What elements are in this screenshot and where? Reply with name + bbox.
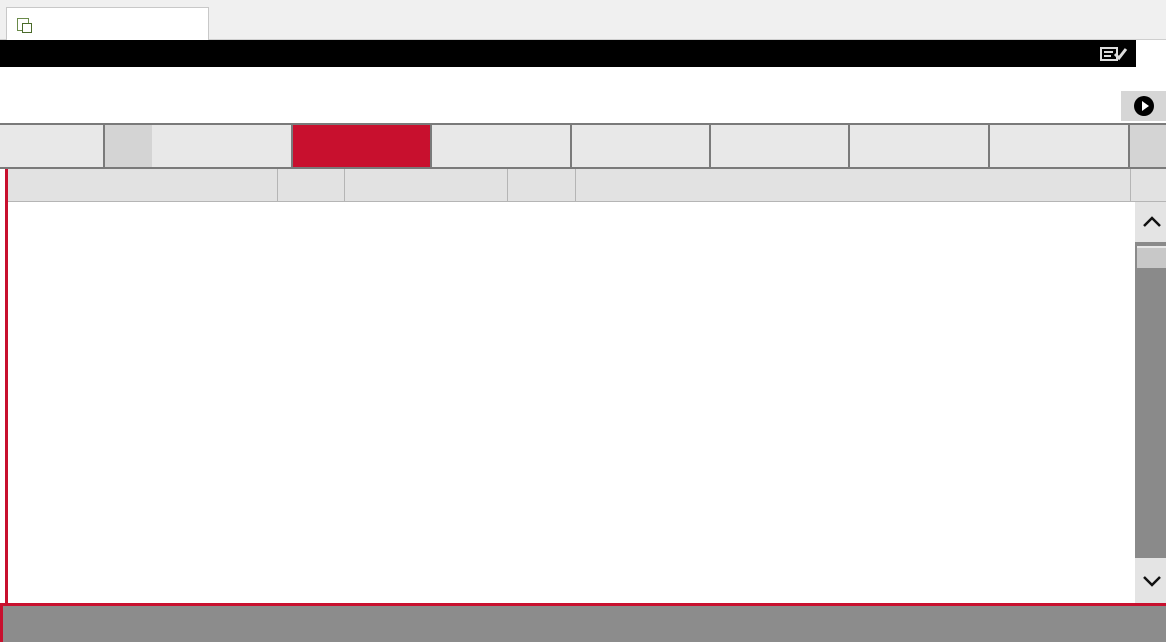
tab-log-services[interactable] — [990, 125, 1130, 167]
col-header-fault-code[interactable] — [345, 169, 508, 202]
nav-next-arrow[interactable] — [1130, 125, 1166, 167]
tab-overview[interactable] — [0, 125, 105, 167]
tab-drive-links[interactable] — [572, 125, 711, 167]
tab-actual-values[interactable] — [432, 125, 572, 167]
tab-extended-identifications[interactable] — [152, 125, 293, 167]
tab-coding[interactable] — [850, 125, 990, 167]
browser-tab-strip — [0, 0, 1166, 40]
close-app-button[interactable] — [1136, 40, 1166, 67]
chevron-up-icon — [1142, 216, 1162, 228]
window-app-icon — [17, 18, 29, 31]
tab-maintenance[interactable] — [711, 125, 850, 167]
col-header-description[interactable] — [576, 169, 1131, 202]
checklist-icon[interactable] — [1093, 40, 1135, 67]
chevron-down-icon — [1142, 575, 1162, 587]
fault-memory-table — [5, 169, 1166, 603]
col-header-control-unit[interactable] — [8, 169, 278, 202]
table-header — [8, 169, 1166, 202]
col-header-spacer — [1131, 169, 1166, 202]
play-icon — [1134, 96, 1154, 116]
fault-message-panel — [0, 67, 1166, 123]
window-tab[interactable] — [6, 7, 209, 40]
tab-fault-memory[interactable] — [293, 125, 432, 167]
col-header-active[interactable] — [508, 169, 576, 202]
brand-bar — [0, 40, 1166, 67]
scroll-up-button[interactable] — [1135, 202, 1166, 242]
main-nav-tabs — [0, 123, 1166, 169]
scroll-down-button[interactable] — [1135, 558, 1166, 603]
function-key-toolbar — [0, 603, 1166, 642]
nav-prev-arrow[interactable] — [105, 125, 152, 167]
vertical-scrollbar[interactable] — [1135, 202, 1166, 603]
col-header-icon[interactable] — [278, 169, 345, 202]
message-next-button[interactable] — [1121, 91, 1166, 121]
scroll-thumb[interactable] — [1137, 246, 1166, 268]
